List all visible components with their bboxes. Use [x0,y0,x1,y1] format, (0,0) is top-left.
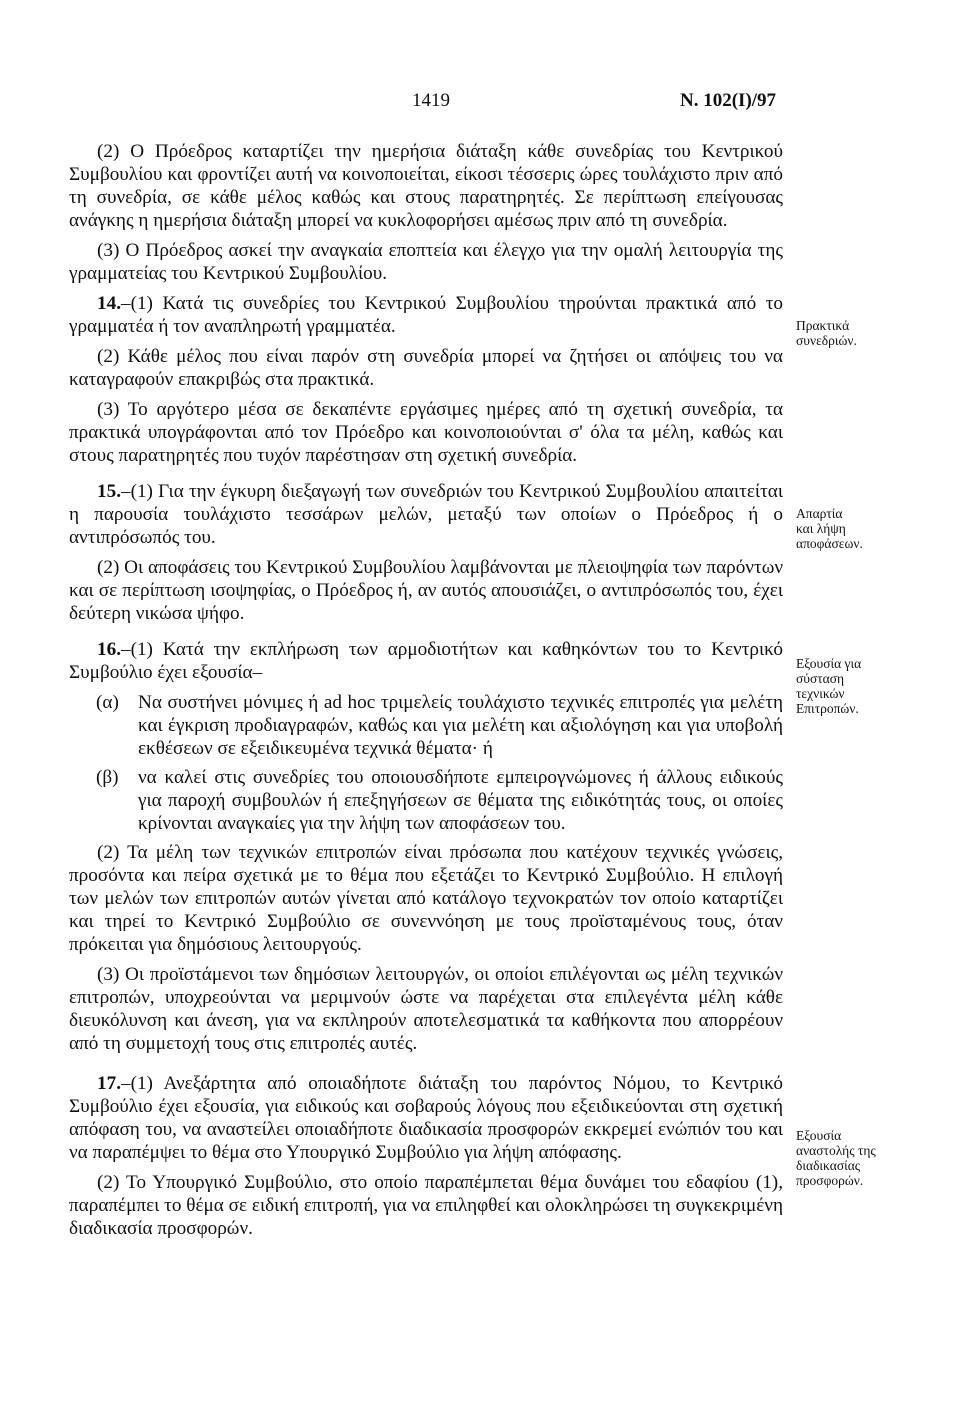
margin-note-line: και λήψη [796,521,846,536]
section-16-paragraph-2: (2) Τα μέλη των τεχνικών επιτροπών είναι πρόσωπα που κατέχουν τεχνικές γνώσεις, προσόντα και πείρα σχετικά με το θέμα που εξετάζει το Κεντρικό Συμβούλιο. Η επιλογή των μελών των επιτροπών αυτών γίνεται από κατάλογο τεχνοκρατών τον οποίο καταρτίζει και τηρεί το Κεντρικό Συμβούλιο σε συνεννόηση με τους προϊσταμένους τους, όταν πρόκειται για δημόσιους λειτουργούς. [69,842,783,955]
section-15-text: –(1) Για την έγκυρη διεξαγωγή των συνεδριών του Κεντρικού Συμβουλίου απαιτείται η παρουσία τουλάχιστο τεσσάρων μελών, μεταξύ των οποίων ο Πρόεδρος ή ο αντιπρόσωπός του. [69,481,783,548]
section-17-paragraph-1 [69,1072,783,1164]
page-number: 1419 [412,90,450,111]
margin-note-line: Εξουσία [796,1128,842,1143]
margin-note-line: αναστολής της [796,1143,876,1158]
margin-note-line: Εξουσία για [796,656,862,671]
margin-note-line: διαδικασίας [796,1158,861,1173]
section-14-text: –(1) Κατά τις συνεδρίες του Κεντρικού Συμβουλίου τηρούνται πρακτικά από το γραμματέα ή τον αναπληρωτή γραμματέα. [69,293,783,337]
margin-note-line: τεχνικών [796,686,845,701]
margin-note-line: Επιτροπών. [796,701,859,716]
section-15-number: 15. [97,481,121,502]
section-17-text: –(1) Ανεξάρτητα από οποιαδήποτε διάταξη του παρόντος Νόμου, το Κεντρικό Συμβούλιο έχει εξουσία, για ειδικούς και σοβαρούς λόγους που εξειδικεύονται στη σχετική απόφαση του, να αναστείλει οποιαδήποτε διαδικασία προσφορών εκκρεμεί ενώπιόν του και να παραπέμψει το θέμα στο Υπουργικό Συμβούλιο για λήψη απόφασης. [69,1073,783,1163]
margin-note-line: αποφάσεων. [796,536,863,551]
margin-note-line: συνεδριών. [796,333,857,348]
section-16-item-b [69,766,783,835]
section-16-paragraph-1 [69,638,783,684]
section-14-paragraph-2: (2) Κάθε μέλος που είναι παρόν στη συνεδρία μπορεί να ζητήσει οι απόψεις του να καταγραφούν επακριβώς στα πρακτικά. [69,346,783,390]
item-a-text: Να συστήνει μόνιμες ή ad hoc τριμελείς τουλάχιστο τεχνικές επιτροπές για μελέτη και έγκριση προδιαγραφών, καθώς και για μελέτη και αξιολόγηση και για υποβολή εκθέσεων σε εξειδικευμένα τεχνικά θέματα· ή [138,692,783,759]
margin-note-section-15 [796,506,946,551]
section-17-number: 17. [97,1073,121,1094]
section-13-paragraph-3: (3) Ο Πρόεδρος ασκεί την αναγκαία εποπτεία και έλεγχο για την ομαλή λειτουργία της γραμματείας του Κεντρικού Συμβουλίου. [69,240,783,284]
item-a-marker: (α) [96,692,119,713]
section-13-paragraph-2: (2) Ο Πρόεδρος καταρτίζει την ημερήσια διάταξη κάθε συνεδρίας του Κεντρικού Συμβουλίου και φροντίζει αυτή να κοινοποιείται, είκοσι τέσσερις ώρες τουλάχιστο πριν από τη συνεδρία, σε κάθε μέλος καθώς και στους παρατηρητές. Σε περίπτωση επείγουσας ανάγκης η ημερήσια διάταξη μπορεί να κυκλοφορήσει αμέσως πριν από τη συνεδρία. [69,141,783,231]
page-header [0,90,960,120]
section-14-paragraph-1 [69,292,783,338]
law-number: Ν. 102(Ι)/97 [680,90,777,111]
section-16-number: 16. [97,639,121,660]
section-15-paragraph-2: (2) Οι αποφάσεις του Κεντρικού Συμβουλίου λαμβάνονται με πλειοψηφία των παρόντων και σε περίπτωση ισοψηφίας, ο Πρόεδρος ή, αν αυτός απουσιάζει, ο αντιπρόσωπός του, έχει δεύτερη νικώσα ψήφο. [69,557,783,624]
item-b-marker: (β) [96,767,119,788]
margin-note-section-16 [796,656,946,716]
main-text [69,140,783,1247]
section-16-paragraph-3: (3) Οι προϊστάμενοι των δημόσιων λειτουργών, οι οποίοι επιλέγονται ως μέλη τεχνικών επιτροπών, υποχρεούνται να μεριμνούν ώστε να παρέχεται στα επιλεγέντα μέλη κάθε διευκόλυνση και άνεση, για να εκπληρούν αποτελεσματικά τα καθήκοντα που απορρέουν από τη συμμετοχή τους στις επιτροπές αυτές. [69,964,783,1054]
section-16-text: –(1) Κατά την εκπλήρωση των αρμοδιοτήτων και καθηκόντων του το Κεντρικό Συμβούλιο έχει εξουσία– [69,639,783,683]
section-16-item-a [69,691,783,760]
item-b-text: να καλεί στις συνεδρίες του οποιουσδήποτε εμπειρογνώμονες ή άλλους ειδικούς για παροχή συμβουλών ή επεξηγήσεων σε θέματα της ειδικότητάς τους, οι οποίες κρίνονται αναγκαίες για την λήψη των αποφάσεων του. [138,767,783,834]
section-14-paragraph-3: (3) Το αργότερο μέσα σε δεκαπέντε εργάσιμες ημέρες από τη σχετική συνεδρία, τα πρακτικά υπογράφονται από τον Πρόεδρο και κοινοποιούνται σ' όλα τα μέλη, καθώς και στους παρατηρητές που τυχόν παρέστησαν στη σχετική συνεδρία. [69,399,783,466]
margin-note-section-14 [796,318,946,348]
margin-note-line: σύσταση [796,671,845,686]
margin-note-section-17 [796,1128,946,1188]
section-17-paragraph-2: (2) Το Υπουργικό Συμβούλιο, στο οποίο παραπέμπεται θέμα δυνάμει του εδαφίου (1), παραπέμπει το θέμα σε ειδική επιτροπή, για να επιληφθεί και ολοκληρώσει τη συγκεκριμένη διαδικασία προσφορών. [69,1172,783,1239]
margin-note-line: Απαρτία [796,506,843,521]
section-14-number: 14. [97,293,121,314]
margin-note-line: Πρακτικά [796,318,850,333]
margin-note-line: προσφορών. [796,1173,864,1188]
section-15-paragraph-1 [69,480,783,549]
